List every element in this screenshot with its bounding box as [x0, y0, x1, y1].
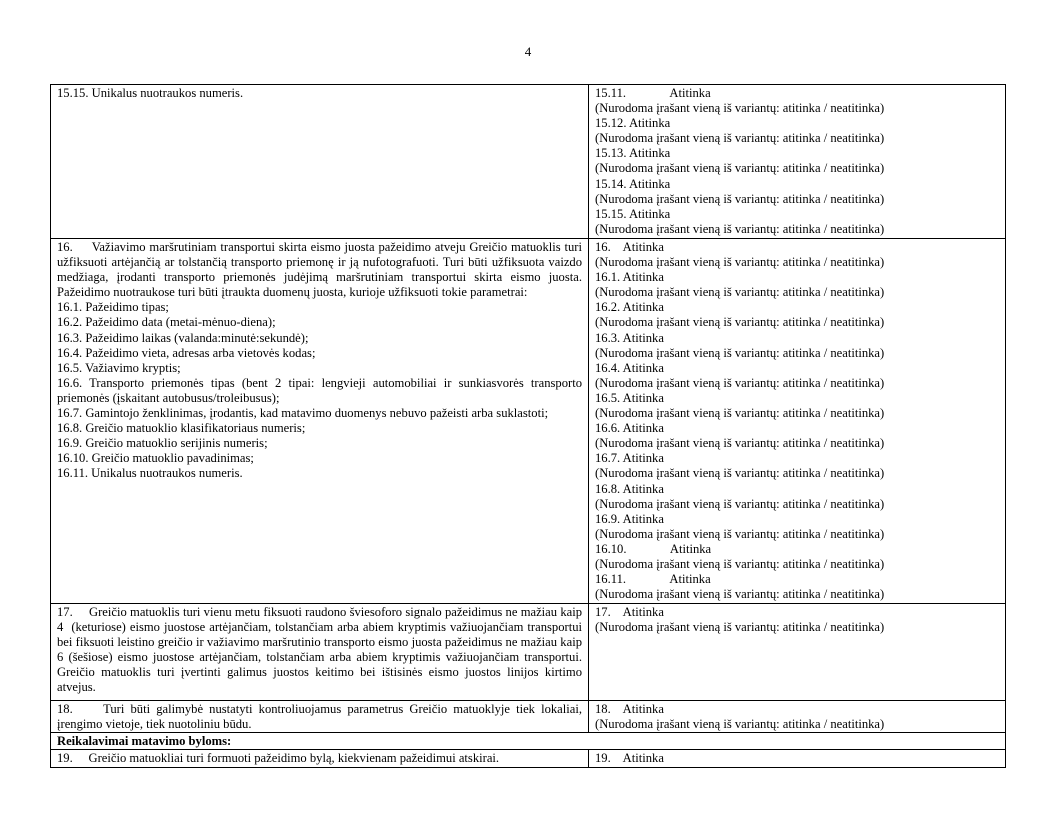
section-header-cell: [51, 733, 1006, 750]
compliance-line: (Nurodoma įrašant vieną iš variantų: atitinka / neatitinka): [595, 345, 885, 360]
compliance-line: (Nurodoma įrašant vieną iš variantų: atitinka / neatitinka): [595, 101, 885, 116]
compliance-line: 15.11. Atitinka: [595, 86, 711, 100]
requirement-text: 16.1. Pažeidimo tipas;: [57, 300, 169, 315]
compliance-line: 16.6. Atitinka: [595, 421, 664, 436]
requirement-cell: [51, 85, 589, 239]
page-number: 4: [524, 44, 532, 59]
requirement-text: 16.3. Pažeidimo laikas (valanda:minutė:sekundė);: [57, 330, 309, 345]
compliance-line: 16.10. Atitinka: [595, 541, 712, 556]
requirement-text: 16.2. Pažeidimo data (metai-mėnuo-diena);: [57, 315, 276, 330]
compliance-line: 16.11. Atitinka: [595, 572, 711, 587]
compliance-line: 16.9. Atitinka: [595, 511, 664, 526]
requirement-text: 16.8. Greičio matuoklio klasifikatoriaus numeris;: [57, 421, 306, 436]
requirement-cell: [51, 701, 589, 733]
compliance-line: (Nurodoma įrašant vieną iš variantų: atitinka / neatitinka): [595, 556, 885, 571]
compliance-line: (Nurodoma įrašant vieną iš variantų: atitinka / neatitinka): [595, 161, 885, 176]
compliance-line: (Nurodoma įrašant vieną iš variantų: atitinka / neatitinka): [595, 375, 885, 390]
requirement-text: 16.5. Važiavimo kryptis;: [57, 360, 181, 375]
table-row: [51, 239, 1006, 604]
compliance-cell: [589, 239, 1006, 604]
compliance-line: (Nurodoma įrašant vieną iš variantų: atitinka / neatitinka): [595, 221, 885, 236]
compliance-cell: [589, 85, 1006, 239]
compliance-line: 16.2. Atitinka: [595, 300, 664, 315]
compliance-line: 15.12. Atitinka: [595, 116, 671, 131]
compliance-line: (Nurodoma įrašant vieną iš variantų: atitinka / neatitinka): [595, 717, 885, 732]
compliance-line: (Nurodoma įrašant vieną iš variantų: atitinka / neatitinka): [595, 131, 885, 146]
compliance-line: 16.5. Atitinka: [595, 390, 664, 405]
requirement-cell: [51, 604, 589, 701]
requirement-text: 16.11. Unikalus nuotraukos numeris.: [57, 466, 243, 481]
table-row: [51, 85, 1006, 239]
compliance-line: (Nurodoma įrašant vieną iš variantų: atitinka / neatitinka): [595, 620, 885, 635]
compliance-cell: [589, 701, 1006, 733]
requirement-text: 16.4. Pažeidimo vieta, adresas arba vietovės kodas;: [57, 345, 316, 360]
compliance-line: 16.4. Atitinka: [595, 360, 664, 375]
table-row: [51, 750, 1006, 768]
requirement-text: 19. Greičio matuokliai turi formuoti pažeidimo bylą, kiekvienam pažeidimui atskirai.: [57, 751, 500, 766]
compliance-line: 16.8. Atitinka: [595, 481, 664, 496]
table-body: [51, 85, 1006, 768]
requirement-text: 16. Važiavimo maršrutiniam transportui skirta eismo juosta pažeidimo atveju Greičio matuoklis turi užfiksuoti artėjančią ar tolstančią transporto priemonę ir ją nufotografuoti. Turi būti užfiksuota vaizdo medžiaga, įrodanti transporto priemonės judėjimą maršrutiniam transportui skirta eismo juosta. Pažeidimo nuotraukose turi būti įtraukta duomenų juosta, kurioje užfiksuoti tokie parametrai:: [57, 240, 582, 300]
compliance-line: 16.1. Atitinka: [595, 270, 664, 285]
compliance-line: 15.13. Atitinka: [595, 146, 671, 161]
section-header: Reikalavimai matavimo byloms:: [57, 734, 232, 749]
compliance-line: (Nurodoma įrašant vieną iš variantų: atitinka / neatitinka): [595, 255, 885, 270]
compliance-line: 18. Atitinka: [595, 702, 664, 716]
requirement-text: 15.15. Unikalus nuotraukos numeris.: [57, 86, 244, 100]
requirement-text: 16.9. Greičio matuoklio serijinis numeris;: [57, 436, 268, 451]
compliance-cell: [589, 750, 1006, 768]
table-row: [51, 604, 1006, 701]
compliance-line: (Nurodoma įrašant vieną iš variantų: atitinka / neatitinka): [595, 285, 885, 300]
requirement-text: 16.7. Gamintojo ženklinimas, įrodantis, kad matavimo duomenys nebuvo pažeisti arba suklastoti;: [57, 406, 549, 421]
compliance-line: (Nurodoma įrašant vieną iš variantų: atitinka / neatitinka): [595, 315, 885, 330]
compliance-line: (Nurodoma įrašant vieną iš variantų: atitinka / neatitinka): [595, 436, 885, 451]
compliance-line: 19. Atitinka: [595, 751, 664, 766]
compliance-line: (Nurodoma įrašant vieną iš variantų: atitinka / neatitinka): [595, 587, 885, 602]
compliance-line: (Nurodoma įrašant vieną iš variantų: atitinka / neatitinka): [595, 496, 885, 511]
table-section-row: [51, 733, 1006, 750]
requirements-compliance-table: [50, 84, 1006, 768]
requirement-text: 17. Greičio matuoklis turi vienu metu fiksuoti raudono šviesoforo signalo pažeidimus ne mažiau kaip 4 (keturiose) eismo juostose artėjančiam, tolstančiam arba abiem kryptimis važiuojančiam transportui bei fiksuoti leistino greičio ir važiavimo maršrutinio transporto eismo juosta pažeidimus ne mažiau kaip 6 (šešiose) eismo juostose artėjančiam, tolstančiam arba abiem kryptimis važiuojančiam transportui. Greičio matuoklis turi įvertinti galimus juostos keitimo bei ištisinės eismo juostos linijos kirtimo atvejus.: [57, 605, 582, 695]
compliance-line: 16.3. Atitinka: [595, 330, 664, 345]
compliance-line: (Nurodoma įrašant vieną iš variantų: atitinka / neatitinka): [595, 466, 885, 481]
compliance-line: (Nurodoma įrašant vieną iš variantų: atitinka / neatitinka): [595, 191, 885, 206]
compliance-cell: [589, 604, 1006, 701]
compliance-line: 15.14. Atitinka: [595, 176, 671, 191]
compliance-line: 16. Atitinka: [595, 240, 664, 254]
compliance-line: 15.15. Atitinka: [595, 206, 671, 221]
requirement-text: 16.10. Greičio matuoklio pavadinimas;: [57, 451, 254, 466]
requirement-cell: [51, 239, 589, 604]
requirement-text: 16.6. Transporto priemonės tipas (bent 2 tipai: lengvieji automobiliai ir sunkiasvorės transporto priemonės (įskaitant autobusus/troleibusus);: [57, 375, 582, 405]
requirement-text: 18. Turi būti galimybė nustatyti kontroliuojamus parametrus Greičio matuoklyje tiek lokaliai, įrengimo vietoje, tiek nuotoliniu būdu.: [57, 702, 582, 732]
compliance-line: 17. Atitinka: [595, 605, 664, 619]
compliance-line: 16.7. Atitinka: [595, 451, 664, 466]
compliance-line: (Nurodoma įrašant vieną iš variantų: atitinka / neatitinka): [595, 526, 885, 541]
requirement-cell: [51, 750, 589, 768]
compliance-line: (Nurodoma įrašant vieną iš variantų: atitinka / neatitinka): [595, 406, 885, 421]
table-row: [51, 701, 1006, 733]
